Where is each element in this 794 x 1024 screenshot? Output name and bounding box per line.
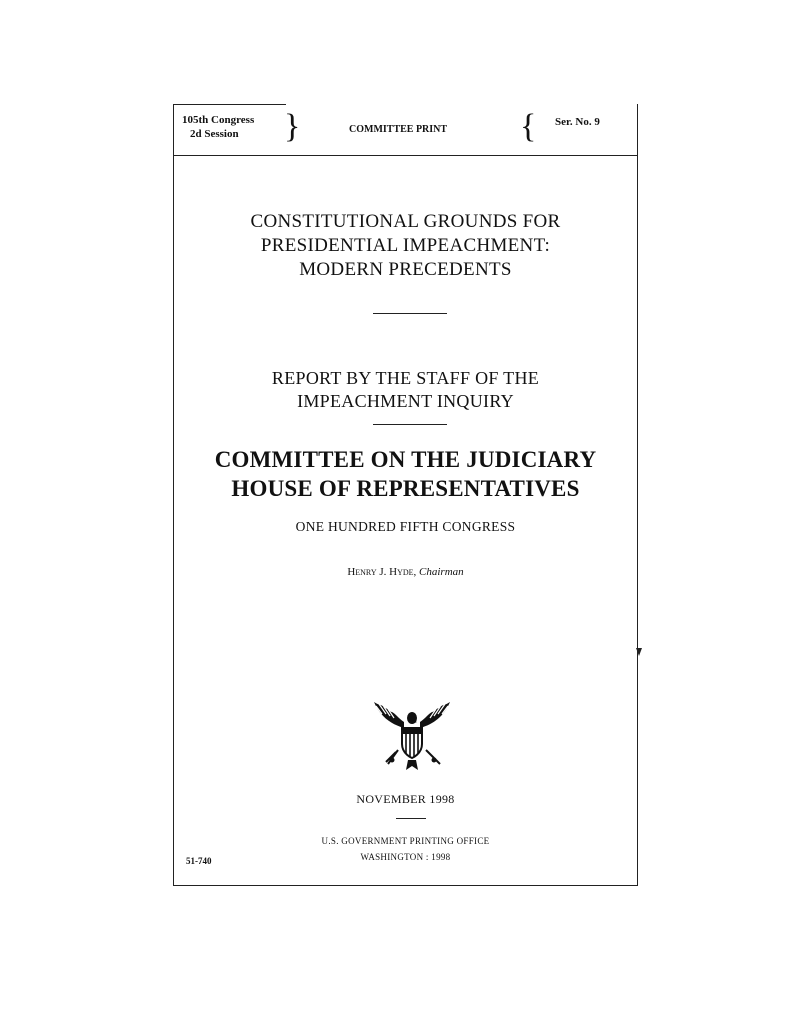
header-rule [173,155,638,156]
document-title-line-3: MODERN PRECEDENTS [299,259,512,280]
session-label: 2d Session [190,128,239,140]
committee-line-1: COMMITTEE ON THE JUDICIARY [214,447,597,472]
left-brace-icon: { [520,108,537,145]
report-line-1: REPORT BY THE STAFF OF THE [271,368,540,388]
document-title-line-2: PRESIDENTIAL IMPEACHMENT: [260,235,551,256]
chairman-line [173,566,638,578]
document-title-line-1: CONSTITUTIONAL GROUNDS FOR [250,211,561,232]
right-brace-icon: } [284,108,301,145]
chairman-title: Chairman [419,566,464,578]
report-line-2: IMPEACHMENT INQUIRY [297,391,514,411]
title-divider [373,313,447,314]
chairman-name: Henry J. Hyde, [347,566,417,578]
job-number: 51-740 [186,856,212,866]
congress-line: ONE HUNDRED FIFTH CONGRESS [295,519,516,534]
congress-number: 105th Congress [182,114,255,126]
margin-tick-mark [636,648,642,656]
date-divider [396,818,426,819]
eagle-seal-icon [370,698,454,774]
printing-office: U.S. GOVERNMENT PRINTING OFFICE [321,836,490,846]
report-divider [373,424,447,425]
committee-line-2: HOUSE OF REPRESENTATIVES [231,476,580,501]
serial-number: Ser. No. 9 [555,116,600,128]
committee-print-label: COMMITTEE PRINT [349,124,448,135]
publication-date: NOVEMBER 1998 [356,792,455,806]
header-top-rule [173,104,286,105]
printing-location: WASHINGTON : 1998 [360,852,451,862]
